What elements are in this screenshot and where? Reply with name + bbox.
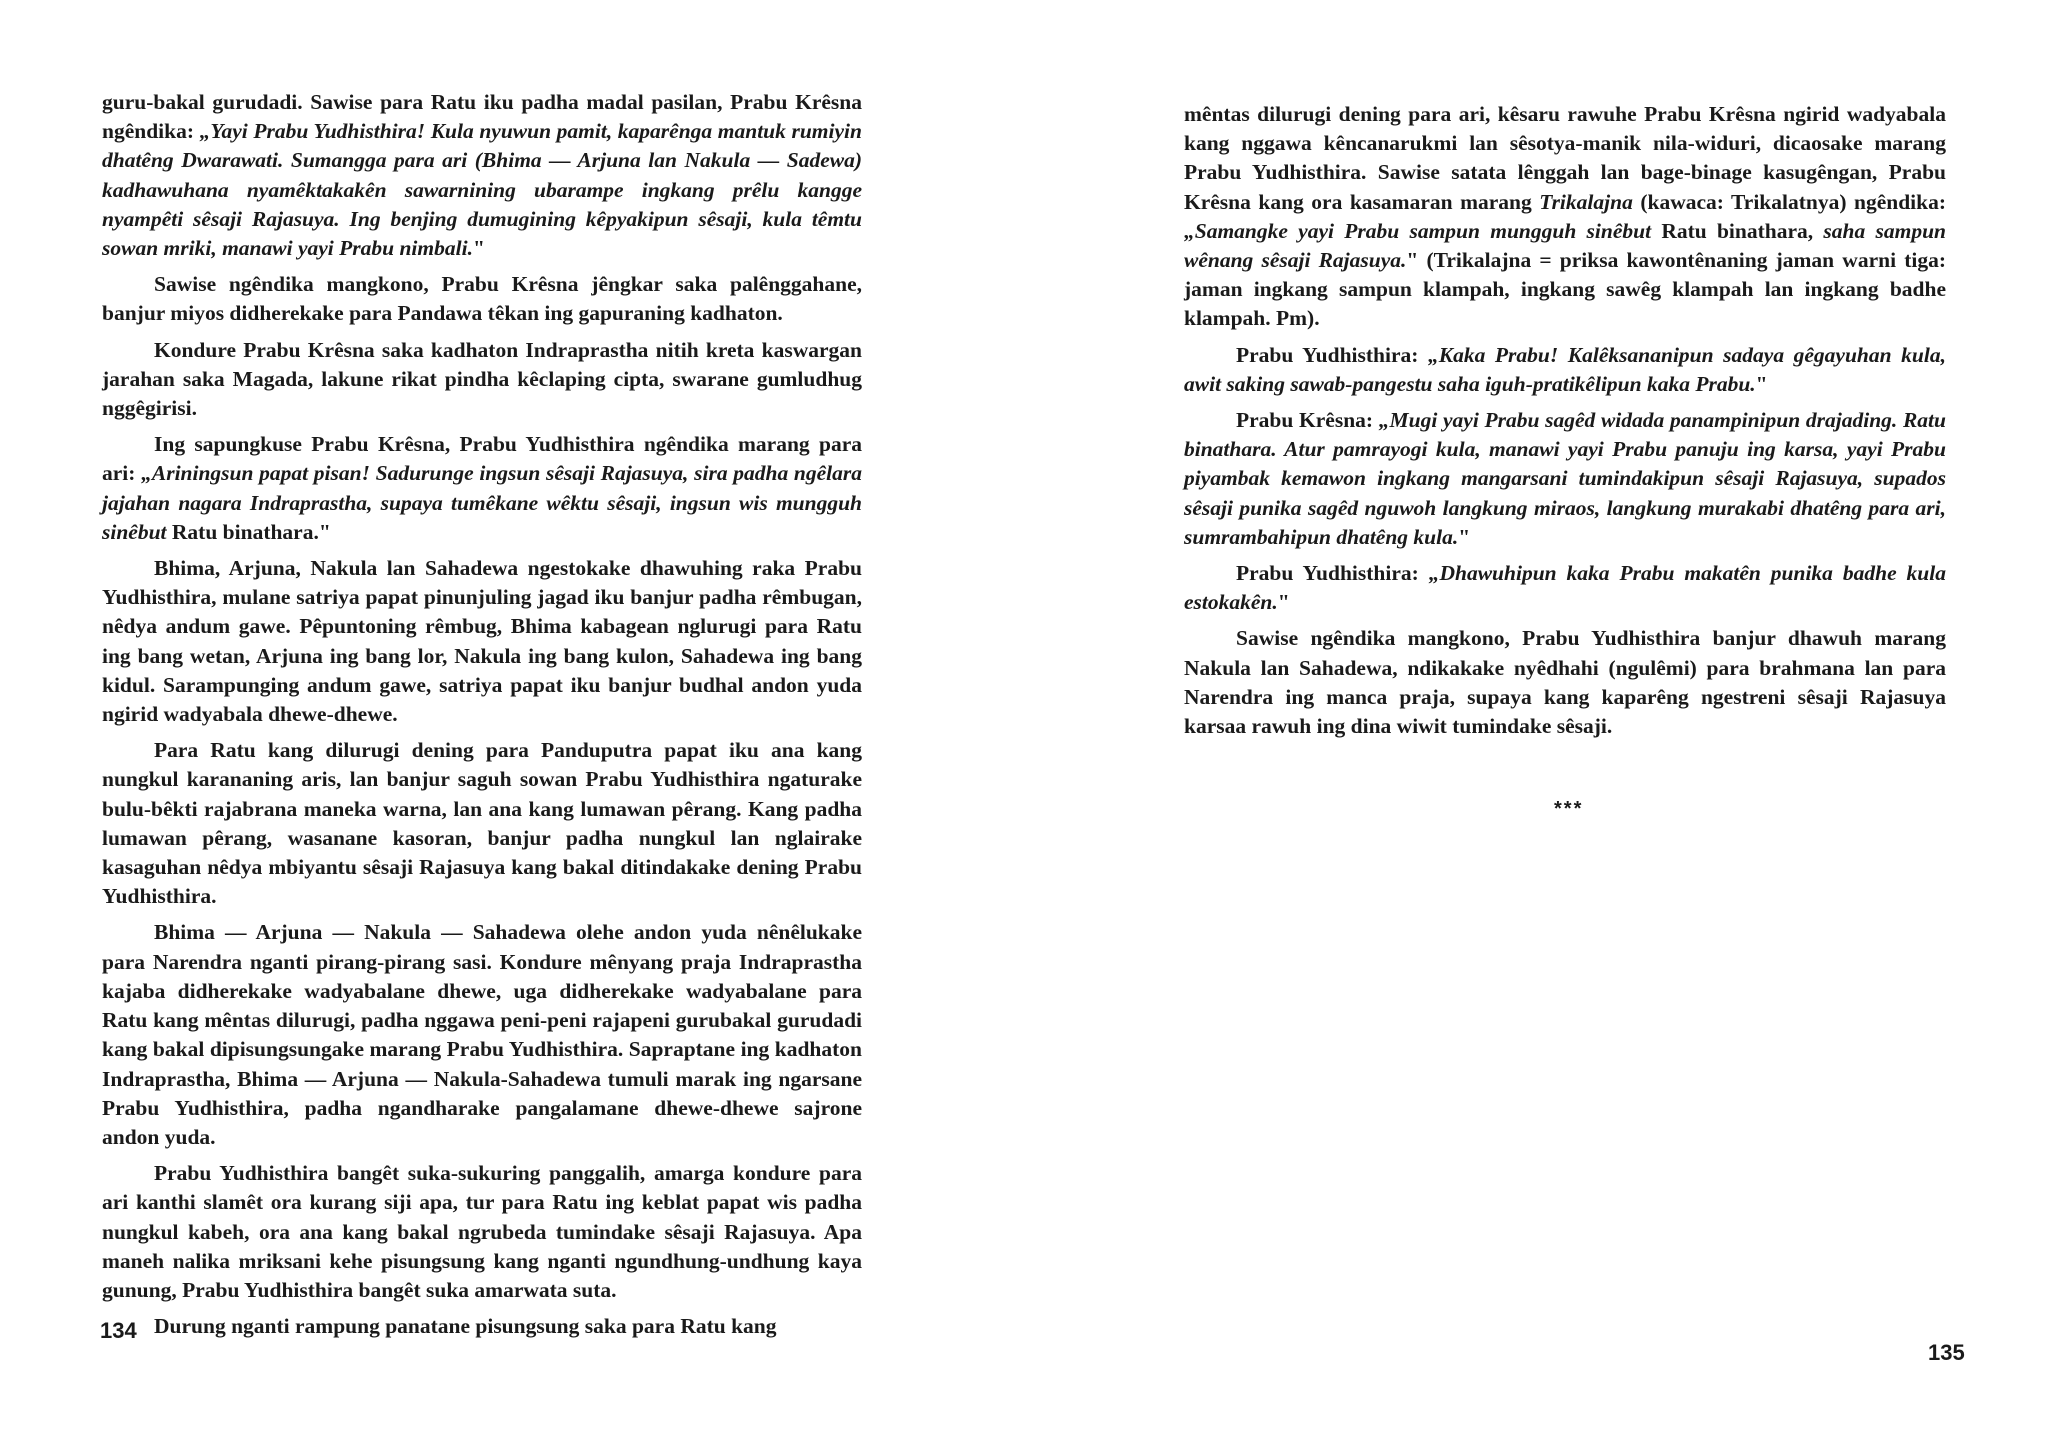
left-page-text	[102, 88, 862, 1348]
text-segment: Prabu Yudhisthira:	[1236, 342, 1428, 367]
italic-text-segment: saha sampun wênang sêsaji Rajasuya.	[1184, 218, 1946, 273]
right-page	[1024, 0, 2048, 1448]
italic-text-segment: „Kaka Prabu! Kalêksananipun sadaya gêgayuhan kula, awit saking sawab-pangestu saha iguh-pratikêlipun kaka Prabu.	[1184, 342, 1946, 396]
text-segment: "	[472, 236, 485, 261]
paragraph	[1184, 406, 1946, 552]
text-segment: Prabu Yudhisthira bangêt suka-sukuring panggalih, amarga kondure para ari kanthi slamêt ora kurang siji apa, tur para Ratu ing keblat papat wis padha nungkul kabeh, ora ana kang bakal ngrubeda tumindake sêsaji Rajasuya. Apa maneh nalika mriksani kehe pisungsung kang nganti ngundhung-undhung kaya gunung, Prabu Yudhisthira bangêt suka amarwata suta.	[102, 1161, 862, 1302]
text-segment: Bhima, Arjuna, Nakula lan Sahadewa ngestokake dhawuhing raka Prabu Yudhisthira, mulane satriya papat pinunjuling jagad iku banjur padha rêmbugan, nêdya andum gawe. Pêpuntoning rêmbug, Bhima kabagean nglurugi para Ratu ing bang wetan, Arjuna ing bang lor, Nakula ing bang kulon, Sahadewa ing bang kidul. Sarampunging andum gawe, satriya papat iku banjur budhal andon yuda ngirid wadyabala dhewe-dhewe.	[102, 556, 862, 727]
left-page-number: 134	[100, 1318, 137, 1343]
text-segment: " (Trikalajna = priksa kawontênaning jaman warni tiga: jaman ingkang sampun klampah, ingkang sawêg klampah lan ingkang badhe klampah. Pm).	[1184, 248, 1946, 331]
text-segment: Prabu Yudhisthira:	[1236, 561, 1429, 586]
italic-text-segment: „Dhawuhipun kaka Prabu makatên punika badhe kula estokakên.	[1184, 561, 1946, 615]
right-page-number: 135	[1928, 1340, 1965, 1365]
section-separator: ***	[1554, 798, 1584, 820]
paragraph	[102, 336, 862, 424]
text-segment: guru-bakal gurudadi. Sawise para Ratu iku padha madal pasilan, Prabu Krêsna ngêndika:	[102, 90, 862, 144]
text-segment: "	[1458, 524, 1471, 549]
text-segment: Prabu Krêsna:	[1236, 408, 1379, 433]
text-segment: Ratu binathara,	[1651, 218, 1824, 243]
text-segment: "	[1277, 590, 1290, 615]
paragraph	[1184, 559, 1946, 617]
text-segment: mêntas dilurugi dening para ari, kêsaru rawuhe Prabu Krêsna ngirid wadyabala kang nggawa kêncanarukmi lan sêsotya-manik nila-widuri, dicaosake marang Prabu Yudhisthira. Sawise satata lênggah lan bage-binage kasugêngan, Prabu Krêsna kang ora kasamaran marang	[1184, 102, 1946, 214]
text-segment: Ratu binathara."	[166, 519, 331, 544]
text-segment: (kawaca: Trikalatnya) ngêndika:	[1632, 189, 1947, 214]
text-segment: Bhima — Arjuna — Nakula — Sahadewa olehe andon yuda nênêlukake para Narendra nganti pirang-pirang sasi. Kondure mênyang praja Indraprastha kajaba didherekake wadyabalane dhewe, uga didherekake wadyabalane para Ratu kang mêntas dilurugi, padha nggawa peni-peni rajapeni gurubakal gurudadi kang bakal dipisungsungake marang Prabu Yudhisthira. Sapraptane ing kadhaton Indraprastha, Bhima — Arjuna — Nakula-Sahadewa tumuli marak ing ngarsane Prabu Yudhisthira, padha ngandharake pangalamane dhewe-dhewe sajrone andon yuda.	[102, 920, 862, 1149]
italic-text-segment: Trikalajna	[1539, 189, 1633, 214]
italic-text-segment: „Mugi yayi Prabu sagêd widada panampinipun drajading. Ratu binathara. Atur pamrayogi kula, manawi yayi Prabu panuju ing karsa, yayi Prabu piyambak kemawon ingkang mangarsani tumindakipun sêsaji Rajasuya, supados sêsaji punika sagêd nguwoh langkung miraos, langkung murakabi dhatêng para ari, sumrambahipun dhatêng kula.	[1184, 408, 1946, 549]
text-segment: Durung nganti rampung panatane pisungsung saka para Ratu kang	[154, 1314, 777, 1339]
paragraph	[102, 1159, 862, 1305]
paragraph	[102, 736, 862, 911]
right-page-text	[1184, 100, 1946, 748]
paragraph	[1184, 341, 1946, 399]
paragraph	[1184, 100, 1946, 334]
italic-text-segment: „Ariningsun papat pisan! Sadurunge ingsun sêsaji Rajasuya, sira padha ngêlara jajahan nagara Indraprastha, supaya tumêkane wêktu sêsaji, ingsun wis mungguh sinêbut	[102, 461, 862, 544]
paragraph	[1184, 624, 1946, 741]
paragraph	[102, 918, 862, 1152]
paragraph	[102, 430, 862, 547]
text-segment: Ing sapungkuse Prabu Krêsna, Prabu Yudhisthira ngêndika marang para ari:	[102, 432, 862, 486]
paragraph	[102, 1312, 862, 1341]
italic-text-segment: „Samangke yayi Prabu sampun mungguh sinêbut	[1184, 218, 1652, 243]
text-segment: Sawise ngêndika mangkono, Prabu Krêsna jêngkar saka palênggahane, banjur miyos didherekake para Pandawa têkan ing gapuraning kadhaton.	[102, 272, 862, 326]
paragraph	[102, 88, 862, 263]
paragraph	[102, 270, 862, 328]
italic-text-segment: „Yayi Prabu Yudhisthira! Kula nyuwun pamit, kaparênga mantuk rumiyin dhatêng Dwarawati. Sumangga para ari (Bhima — Arjuna lan Nakula — Sadewa) kadhawuhana nyamêktakakên sawarnining ubarampe ingkang prêlu kangge nyampêti sêsaji Rajasuya. Ing benjing dumugining kêpyakipun sêsaji, kula têmtu sowan mriki, manawi yayi Prabu nimbali.	[102, 119, 862, 261]
text-segment: Sawise ngêndika mangkono, Prabu Yudhisthira banjur dhawuh marang Nakula lan Sahadewa, ndikakake nyêdhahi (ngulêmi) para brahmana lan para Narendra ing manca praja, supaya kang kaparêng ngestreni sêsaji Rajasuya karsaa rawuh ing dina wiwit tumindake sêsaji.	[1184, 626, 1946, 739]
text-segment: Para Ratu kang dilurugi dening para Panduputra papat iku ana kang nungkul karananing aris, lan banjur saguh sowan Prabu Yudhisthira ngaturake bulu-bêkti rajabrana maneka warna, lan ana kang lumawan pêrang. Kang padha lumawan pêrang, wasanane kasoran, banjur padha nungkul lan nglairake kasaguhan nêdya mbiyantu sêsaji Rajasuya kang bakal ditindakake dening Prabu Yudhisthira.	[102, 738, 862, 909]
paragraph	[102, 554, 862, 729]
text-segment: "	[1755, 371, 1768, 396]
text-segment: Kondure Prabu Krêsna saka kadhaton Indraprastha nitih kreta kaswargan jarahan saka Magada, lakune rikat pindha kêclaping cipta, swarane gumludhug nggêgirisi.	[102, 337, 862, 421]
